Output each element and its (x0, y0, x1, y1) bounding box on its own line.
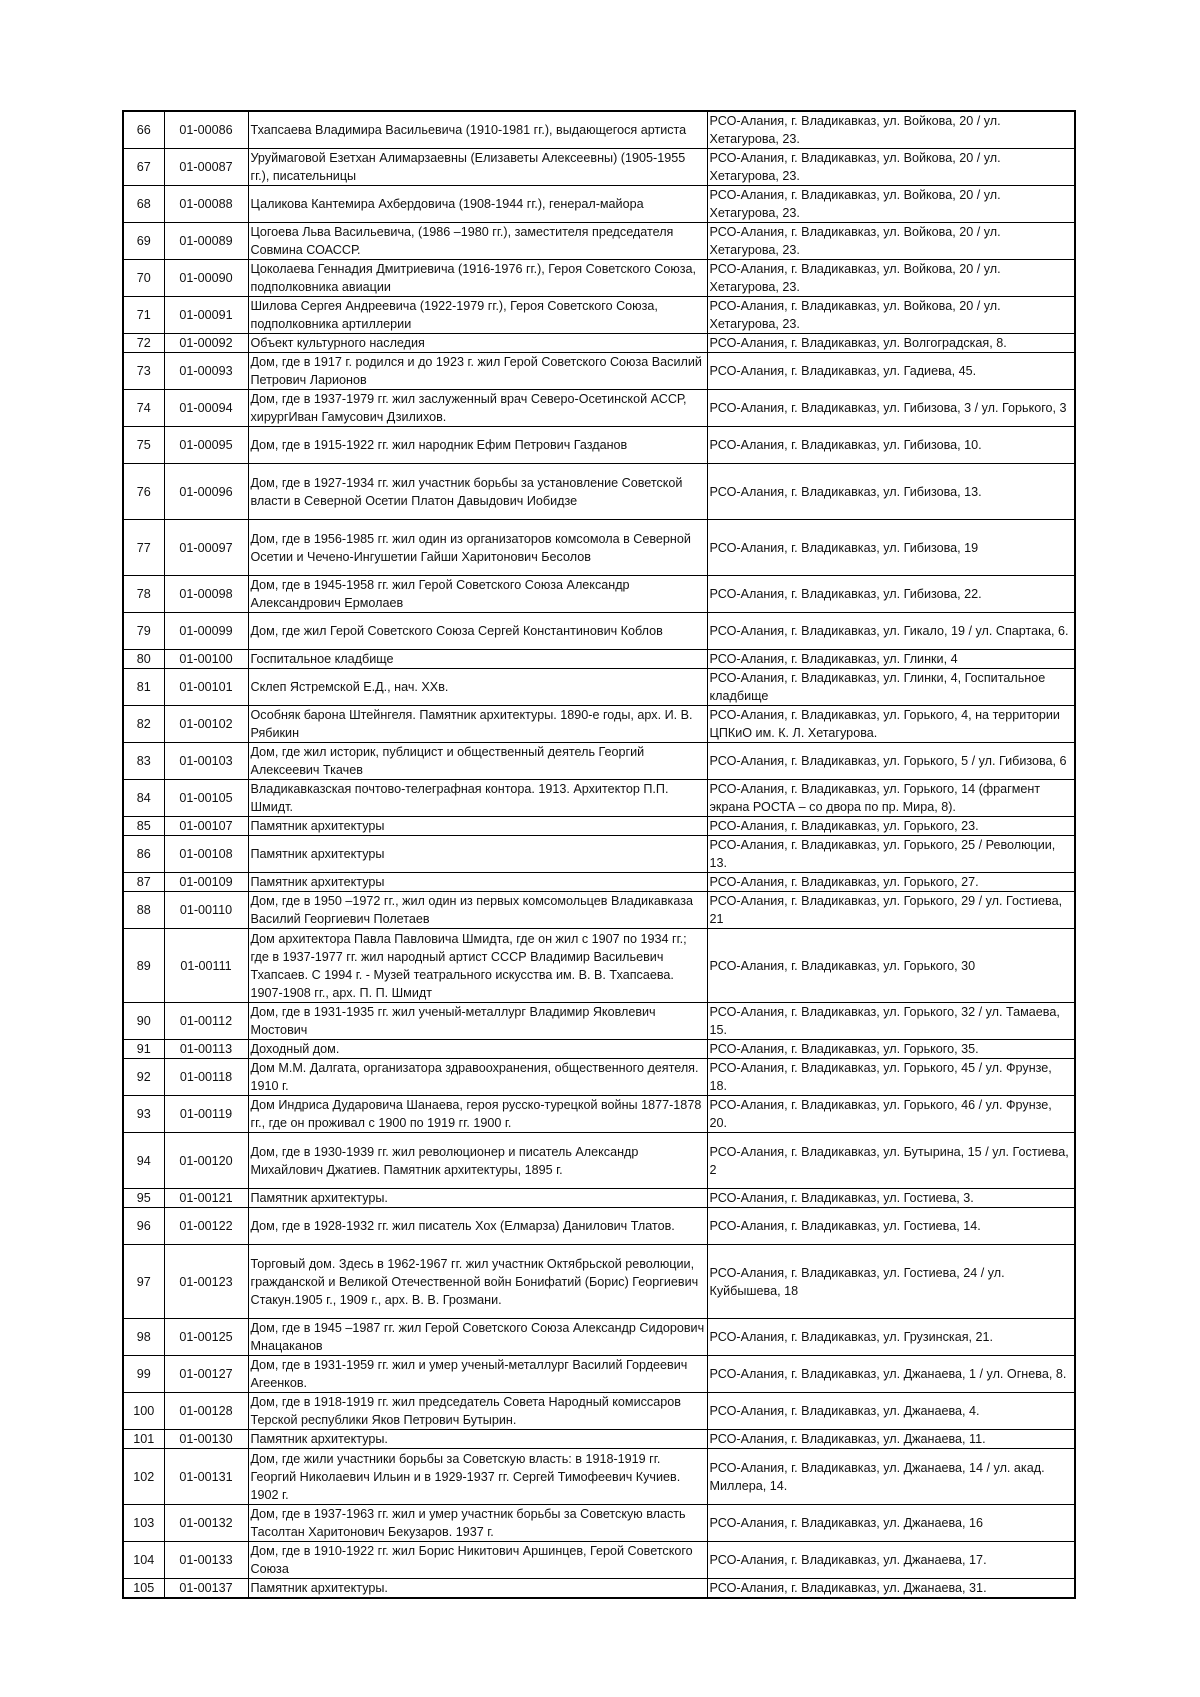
address-cell: РСО-Алания, г. Владикавказ, ул. Горького, 14 (фрагмент экрана РОСТА – со двора по пр. Мира, 8). (707, 780, 1075, 817)
address-cell: РСО-Алания, г. Владикавказ, ул. Джанаева, 14 / ул. акад. Миллера, 14. (707, 1449, 1075, 1505)
object-name-cell: Торговый дом. Здесь в 1962-1967 гг. жил участник Октябрьской революции, гражданской и Великой Отечественной войн Бонифатий (Борис) Георгиевич Стакун.1905 г., 1909 г., арх. В. В. Грозмани. (248, 1245, 707, 1319)
address-cell: РСО-Алания, г. Владикавказ, ул. Гибизова, 19 (707, 520, 1075, 576)
table-row (123, 706, 1075, 743)
address-cell: РСО-Алания, г. Владикавказ, ул. Горького, 27. (707, 873, 1075, 892)
object-name-cell: Тхапсаева Владимира Васильевича (1910-1981 гг.), выдающегося артиста (248, 111, 707, 149)
heritage-registry-table (122, 110, 1076, 1599)
row-number-cell: 76 (123, 464, 164, 520)
registry-code-cell: 01-00096 (164, 464, 248, 520)
table-row (123, 520, 1075, 576)
row-number-cell: 102 (123, 1449, 164, 1505)
address-cell: РСО-Алания, г. Владикавказ, ул. Войкова, 20 / ул. Хетагурова, 23. (707, 297, 1075, 334)
table-row (123, 576, 1075, 613)
registry-code-cell: 01-00122 (164, 1208, 248, 1245)
address-cell: РСО-Алания, г. Владикавказ, ул. Горького, 25 / Революции, 13. (707, 836, 1075, 873)
table-row (123, 1096, 1075, 1133)
object-name-cell: Дом, где в 1927-1934 гг. жил участник борьбы за установление Советской власти в Северной Осетии Платон Давыдович Иобидзе (248, 464, 707, 520)
table-row (123, 353, 1075, 390)
registry-code-cell: 01-00137 (164, 1579, 248, 1599)
object-name-cell: Дом, где в 1950 –1972 гг., жил один из первых комсомольцев Владикавказа Василий Георгиевич Полетаев (248, 892, 707, 929)
object-name-cell: Дом, где в 1915-1922 гг. жил народник Ефим Петрович Газданов (248, 427, 707, 464)
object-name-cell: Цоколаева Геннадия Дмитриевича (1916-1976 гг.), Героя Советского Союза, подполковника авиации (248, 260, 707, 297)
row-number-cell: 96 (123, 1208, 164, 1245)
address-cell: РСО-Алания, г. Владикавказ, ул. Горького, 29 / ул. Гостиева, 21 (707, 892, 1075, 929)
row-number-cell: 87 (123, 873, 164, 892)
registry-code-cell: 01-00097 (164, 520, 248, 576)
row-number-cell: 69 (123, 223, 164, 260)
row-number-cell: 68 (123, 186, 164, 223)
address-cell: РСО-Алания, г. Владикавказ, ул. Горького, 46 / ул. Фрунзе, 20. (707, 1096, 1075, 1133)
row-number-cell: 92 (123, 1059, 164, 1096)
registry-code-cell: 01-00121 (164, 1189, 248, 1208)
address-cell: РСО-Алания, г. Владикавказ, ул. Гостиева, 14. (707, 1208, 1075, 1245)
table-row (123, 1003, 1075, 1040)
object-name-cell: Памятник архитектуры. (248, 1189, 707, 1208)
row-number-cell: 80 (123, 650, 164, 669)
row-number-cell: 82 (123, 706, 164, 743)
object-name-cell: Объект культурного наследия (248, 334, 707, 353)
row-number-cell: 81 (123, 669, 164, 706)
table-row (123, 613, 1075, 650)
table-row (123, 1430, 1075, 1449)
registry-code-cell: 01-00125 (164, 1319, 248, 1356)
registry-code-cell: 01-00107 (164, 817, 248, 836)
row-number-cell: 85 (123, 817, 164, 836)
registry-code-cell: 01-00130 (164, 1430, 248, 1449)
address-cell: РСО-Алания, г. Владикавказ, ул. Войкова, 20 / ул. Хетагурова, 23. (707, 186, 1075, 223)
address-cell: РСО-Алания, г. Владикавказ, ул. Волгоградская, 8. (707, 334, 1075, 353)
object-name-cell: Дом, где жил историк, публицист и общественный деятель Георгий Алексеевич Ткачев (248, 743, 707, 780)
object-name-cell: Памятник архитектуры (248, 836, 707, 873)
table-row (123, 149, 1075, 186)
table-row (123, 873, 1075, 892)
object-name-cell: Цогоева Льва Васильевича, (1986 –1980 гг.), заместителя председателя Совмина СОАССР. (248, 223, 707, 260)
address-cell: РСО-Алания, г. Владикавказ, ул. Гикало, 19 / ул. Спартака, 6. (707, 613, 1075, 650)
row-number-cell: 74 (123, 390, 164, 427)
object-name-cell: Дом М.М. Далгата, организатора здравоохранения, общественного деятеля. 1910 г. (248, 1059, 707, 1096)
row-number-cell: 91 (123, 1040, 164, 1059)
object-name-cell: Дом, где в 1931-1935 гг. жил ученый-металлург Владимир Яковлевич Мостович (248, 1003, 707, 1040)
table-row (123, 1059, 1075, 1096)
registry-code-cell: 01-00113 (164, 1040, 248, 1059)
address-cell: РСО-Алания, г. Владикавказ, ул. Гостиева, 3. (707, 1189, 1075, 1208)
row-number-cell: 99 (123, 1356, 164, 1393)
table-row (123, 186, 1075, 223)
object-name-cell: Шилова Сергея Андреевича (1922-1979 гг.), Героя Советского Союза, подполковника артиллерии (248, 297, 707, 334)
registry-code-cell: 01-00127 (164, 1356, 248, 1393)
object-name-cell: Дом, где в 1931-1959 гг. жил и умер ученый-металлург Василий Гордеевич Агеенков. (248, 1356, 707, 1393)
registry-table-body (123, 111, 1075, 1598)
row-number-cell: 93 (123, 1096, 164, 1133)
registry-code-cell: 01-00099 (164, 613, 248, 650)
table-row (123, 929, 1075, 1003)
object-name-cell: Дом, где жили участники борьбы за Советскую власть: в 1918-1919 гг. Георгий Николаевич Ильин и в 1929-1937 гг. Сергей Тимофеевич Кучиев. 1902 г. (248, 1449, 707, 1505)
registry-code-cell: 01-00110 (164, 892, 248, 929)
object-name-cell: Госпитальное кладбище (248, 650, 707, 669)
table-row (123, 1579, 1075, 1599)
address-cell: РСО-Алания, г. Владикавказ, ул. Гибизова, 10. (707, 427, 1075, 464)
registry-code-cell: 01-00103 (164, 743, 248, 780)
object-name-cell: Дом, где в 1928-1932 гг. жил писатель Хох (Елмарза) Данилович Тлатов. (248, 1208, 707, 1245)
row-number-cell: 90 (123, 1003, 164, 1040)
address-cell: РСО-Алания, г. Владикавказ, ул. Глинки, 4, Госпитальное кладбище (707, 669, 1075, 706)
table-row (123, 669, 1075, 706)
registry-code-cell: 01-00123 (164, 1245, 248, 1319)
registry-code-cell: 01-00118 (164, 1059, 248, 1096)
row-number-cell: 95 (123, 1189, 164, 1208)
row-number-cell: 79 (123, 613, 164, 650)
table-row (123, 223, 1075, 260)
address-cell: РСО-Алания, г. Владикавказ, ул. Гибизова, 3 / ул. Горького, 3 (707, 390, 1075, 427)
row-number-cell: 89 (123, 929, 164, 1003)
row-number-cell: 104 (123, 1542, 164, 1579)
table-row (123, 111, 1075, 149)
object-name-cell: Памятник архитектуры. (248, 1430, 707, 1449)
registry-code-cell: 01-00086 (164, 111, 248, 149)
address-cell: РСО-Алания, г. Владикавказ, ул. Глинки, 4 (707, 650, 1075, 669)
registry-code-cell: 01-00128 (164, 1393, 248, 1430)
object-name-cell: Дом, где в 1937-1979 гг. жил заслуженный врач Северо-Осетинской АССР, хирургИван Гамусович Дзилихов. (248, 390, 707, 427)
object-name-cell: Памятник архитектуры (248, 817, 707, 836)
registry-code-cell: 01-00095 (164, 427, 248, 464)
object-name-cell: Склеп Ястремской Е.Д., нач. XXв. (248, 669, 707, 706)
table-row (123, 836, 1075, 873)
address-cell: РСО-Алания, г. Владикавказ, ул. Джанаева, 1 / ул. Огнева, 8. (707, 1356, 1075, 1393)
object-name-cell: Дом, где в 1910-1922 гг. жил Борис Никитович Аршинцев, Герой Советского Союза (248, 1542, 707, 1579)
table-row (123, 780, 1075, 817)
object-name-cell: Дом, где жил Герой Советского Союза Сергей Константинович Коблов (248, 613, 707, 650)
row-number-cell: 84 (123, 780, 164, 817)
row-number-cell: 86 (123, 836, 164, 873)
registry-code-cell: 01-00132 (164, 1505, 248, 1542)
row-number-cell: 72 (123, 334, 164, 353)
registry-code-cell: 01-00119 (164, 1096, 248, 1133)
table-row (123, 1319, 1075, 1356)
address-cell: РСО-Алания, г. Владикавказ, ул. Горького, 4, на территории ЦПКиО им. К. Л. Хетагурова. (707, 706, 1075, 743)
object-name-cell: Владикавказская почтово-телеграфная контора. 1913. Архитектор П.П. Шмидт. (248, 780, 707, 817)
object-name-cell: Дом, где в 1956-1985 гг. жил один из организаторов комсомола в Северной Осетии и Чечено-Ингушетии Гайши Харитонович Бесолов (248, 520, 707, 576)
table-row (123, 427, 1075, 464)
table-row (123, 464, 1075, 520)
object-name-cell: Памятник архитектуры. (248, 1579, 707, 1599)
registry-code-cell: 01-00101 (164, 669, 248, 706)
row-number-cell: 77 (123, 520, 164, 576)
address-cell: РСО-Алания, г. Владикавказ, ул. Гибизова, 22. (707, 576, 1075, 613)
object-name-cell: Уруймаговой Езетхан Алимарзаевны (Елизаветы Алексеевны) (1905-1955 гг.), писательницы (248, 149, 707, 186)
address-cell: РСО-Алания, г. Владикавказ, ул. Войкова, 20 / ул. Хетагурова, 23. (707, 149, 1075, 186)
object-name-cell: Дом архитектора Павла Павловича Шмидта, где он жил с 1907 по 1934 гг.; где в 1937-1977 гг. жил народный артист СССР Владимир Васильевич Тхапсаев. С 1994 г. - Музей театрального искусства им. В. В. Тхапсаева. 1907-1908 гг., арх. П. П. Шмидт (248, 929, 707, 1003)
object-name-cell: Особняк барона Штейнгеля. Памятник архитектуры. 1890-е годы, арх. И. В. Рябикин (248, 706, 707, 743)
registry-code-cell: 01-00092 (164, 334, 248, 353)
address-cell: РСО-Алания, г. Владикавказ, ул. Войкова, 20 / ул. Хетагурова, 23. (707, 260, 1075, 297)
object-name-cell: Дом, где в 1937-1963 гг. жил и умер участник борьбы за Советскую власть Тасолтан Харитонович Бекузаров. 1937 г. (248, 1505, 707, 1542)
address-cell: РСО-Алания, г. Владикавказ, ул. Джанаева, 11. (707, 1430, 1075, 1449)
address-cell: РСО-Алания, г. Владикавказ, ул. Джанаева, 16 (707, 1505, 1075, 1542)
row-number-cell: 94 (123, 1133, 164, 1189)
registry-code-cell: 01-00120 (164, 1133, 248, 1189)
address-cell: РСО-Алания, г. Владикавказ, ул. Горького, 5 / ул. Гибизова, 6 (707, 743, 1075, 780)
address-cell: РСО-Алания, г. Владикавказ, ул. Джанаева, 4. (707, 1393, 1075, 1430)
row-number-cell: 67 (123, 149, 164, 186)
address-cell: РСО-Алания, г. Владикавказ, ул. Гадиева, 45. (707, 353, 1075, 390)
table-row (123, 1189, 1075, 1208)
registry-code-cell: 01-00088 (164, 186, 248, 223)
object-name-cell: Дом, где в 1917 г. родился и до 1923 г. жил Герой Советского Союза Василий Петрович Ларионов (248, 353, 707, 390)
registry-code-cell: 01-00091 (164, 297, 248, 334)
row-number-cell: 105 (123, 1579, 164, 1599)
table-row (123, 1040, 1075, 1059)
row-number-cell: 75 (123, 427, 164, 464)
address-cell: РСО-Алания, г. Владикавказ, ул. Гибизова, 13. (707, 464, 1075, 520)
registry-code-cell: 01-00133 (164, 1542, 248, 1579)
registry-code-cell: 01-00102 (164, 706, 248, 743)
row-number-cell: 70 (123, 260, 164, 297)
address-cell: РСО-Алания, г. Владикавказ, ул. Горького, 32 / ул. Тамаева, 15. (707, 1003, 1075, 1040)
table-row (123, 1133, 1075, 1189)
row-number-cell: 73 (123, 353, 164, 390)
address-cell: РСО-Алания, г. Владикавказ, ул. Джанаева, 31. (707, 1579, 1075, 1599)
object-name-cell: Дом, где в 1945 –1987 гг. жил Герой Советского Союза Александр Сидорович Мнацаканов (248, 1319, 707, 1356)
table-row (123, 817, 1075, 836)
table-row (123, 1542, 1075, 1579)
table-row (123, 1245, 1075, 1319)
registry-code-cell: 01-00108 (164, 836, 248, 873)
registry-code-cell: 01-00093 (164, 353, 248, 390)
table-row (123, 1393, 1075, 1430)
registry-code-cell: 01-00089 (164, 223, 248, 260)
registry-code-cell: 01-00105 (164, 780, 248, 817)
table-row (123, 1356, 1075, 1393)
row-number-cell: 66 (123, 111, 164, 149)
table-row (123, 1208, 1075, 1245)
registry-code-cell: 01-00087 (164, 149, 248, 186)
address-cell: РСО-Алания, г. Владикавказ, ул. Горького, 23. (707, 817, 1075, 836)
address-cell: РСО-Алания, г. Владикавказ, ул. Войкова, 20 / ул. Хетагурова, 23. (707, 223, 1075, 260)
registry-code-cell: 01-00131 (164, 1449, 248, 1505)
table-row (123, 390, 1075, 427)
registry-code-cell: 01-00094 (164, 390, 248, 427)
registry-code-cell: 01-00109 (164, 873, 248, 892)
address-cell: РСО-Алания, г. Владикавказ, ул. Гостиева, 24 / ул. Куйбышева, 18 (707, 1245, 1075, 1319)
registry-code-cell: 01-00111 (164, 929, 248, 1003)
address-cell: РСО-Алания, г. Владикавказ, ул. Горького, 45 / ул. Фрунзе, 18. (707, 1059, 1075, 1096)
row-number-cell: 83 (123, 743, 164, 780)
table-row (123, 743, 1075, 780)
table-row (123, 297, 1075, 334)
object-name-cell: Цаликова Кантемира Ахбердовича (1908-1944 гг.), генерал-майора (248, 186, 707, 223)
object-name-cell: Дом Индриса Дударовича Шанаева, героя русско-турецкой войны 1877-1878 гг., где он проживал с 1900 по 1919 гг. 1900 г. (248, 1096, 707, 1133)
object-name-cell: Дом, где в 1918-1919 гг. жил председатель Совета Народный комиссаров Терской республики Яков Петрович Бутырин. (248, 1393, 707, 1430)
address-cell: РСО-Алания, г. Владикавказ, ул. Горького, 30 (707, 929, 1075, 1003)
row-number-cell: 88 (123, 892, 164, 929)
object-name-cell: Дом, где в 1945-1958 гг. жил Герой Советского Союза Александр Александрович Ермолаев (248, 576, 707, 613)
row-number-cell: 78 (123, 576, 164, 613)
table-row (123, 1505, 1075, 1542)
row-number-cell: 103 (123, 1505, 164, 1542)
registry-code-cell: 01-00098 (164, 576, 248, 613)
registry-code-cell: 01-00112 (164, 1003, 248, 1040)
table-row (123, 260, 1075, 297)
table-row (123, 892, 1075, 929)
row-number-cell: 98 (123, 1319, 164, 1356)
object-name-cell: Памятник архитектуры (248, 873, 707, 892)
address-cell: РСО-Алания, г. Владикавказ, ул. Бутырина, 15 / ул. Гостиева, 2 (707, 1133, 1075, 1189)
object-name-cell: Дом, где в 1930-1939 гг. жил революционер и писатель Александр Михайлович Джатиев. Памятник архитектуры, 1895 г. (248, 1133, 707, 1189)
registry-code-cell: 01-00090 (164, 260, 248, 297)
row-number-cell: 100 (123, 1393, 164, 1430)
table-row (123, 334, 1075, 353)
table-row (123, 650, 1075, 669)
object-name-cell: Доходный дом. (248, 1040, 707, 1059)
address-cell: РСО-Алания, г. Владикавказ, ул. Джанаева, 17. (707, 1542, 1075, 1579)
address-cell: РСО-Алания, г. Владикавказ, ул. Горького, 35. (707, 1040, 1075, 1059)
row-number-cell: 97 (123, 1245, 164, 1319)
row-number-cell: 101 (123, 1430, 164, 1449)
address-cell: РСО-Алания, г. Владикавказ, ул. Грузинская, 21. (707, 1319, 1075, 1356)
address-cell: РСО-Алания, г. Владикавказ, ул. Войкова, 20 / ул. Хетагурова, 23. (707, 111, 1075, 149)
row-number-cell: 71 (123, 297, 164, 334)
registry-code-cell: 01-00100 (164, 650, 248, 669)
table-row (123, 1449, 1075, 1505)
